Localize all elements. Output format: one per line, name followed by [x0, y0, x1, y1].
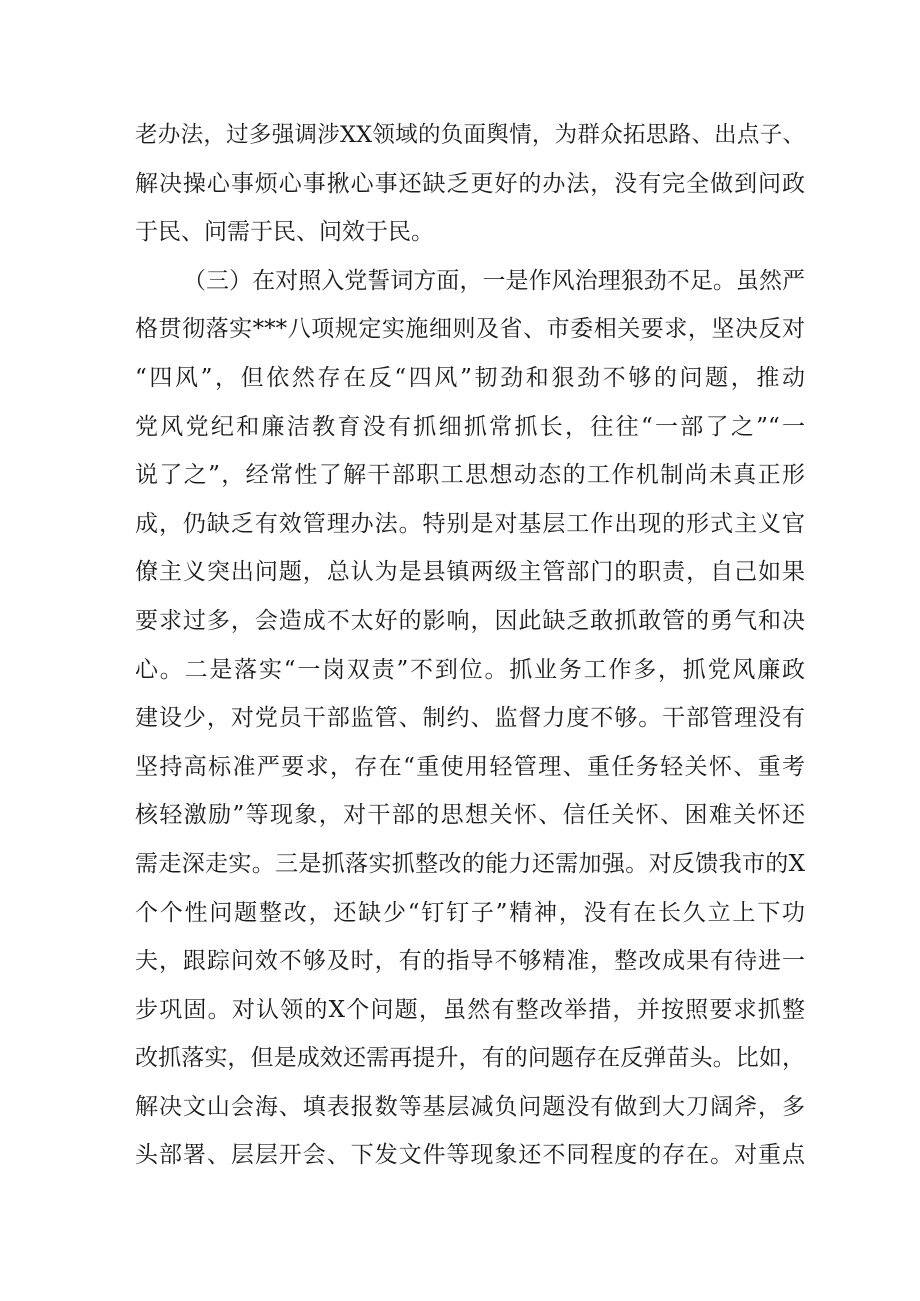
text-line: 核轻激励”等现象，对干部的思想关怀、信任关怀、困难关怀还 — [135, 802, 805, 829]
text-line: 党风党纪和廉洁教育没有抓细抓常抓长，往往“一部了之”“一 — [135, 413, 805, 440]
text-line: 格贯彻落实***八项规定实施细则及省、市委相关要求，坚决反对 — [135, 316, 805, 343]
text-line: 建设少，对党员干部监管、制约、监督力度不够。干部管理没有 — [135, 705, 805, 732]
text-line: 步巩固。对认领的X个问题，虽然有整改举措，并按照要求抓整 — [135, 996, 805, 1023]
text-line: 改抓落实，但是成效还需再提升，有的问题存在反弹苗头。比如， — [135, 1045, 805, 1072]
text-line: 僚主义突出问题，总认为是县镇两级主管部门的职责，自己如果 — [135, 559, 805, 586]
text-line: 解决操心事烦心事揪心事还缺乏更好的办法，没有完全做到问政 — [135, 170, 805, 197]
text-line: 夫，跟踪问效不够及时，有的指导不够精准，整改成果有待进一 — [135, 948, 805, 975]
paragraph-start-line: （三）在对照入党誓词方面，一是作风治理狠劲不足。虽然严 — [183, 267, 805, 294]
text-line: 坚持高标准严要求，存在“重使用轻管理、重任务轻关怀、重考 — [135, 753, 805, 780]
text-line: 于民、问需于民、问效于民。 — [135, 219, 434, 246]
text-line: 心。二是落实“一岗双责”不到位。抓业务工作多，抓党风廉政 — [135, 656, 805, 683]
text-line: “四风”，但依然存在反“四风”韧劲和狠劲不够的问题，推动 — [135, 364, 805, 391]
text-line: 要求过多，会造成不太好的影响，因此缺乏敢抓敢管的勇气和决 — [135, 607, 805, 634]
text-line: 老办法，过多强调涉XX领域的负面舆情，为群众拓思路、出点子、 — [135, 122, 805, 148]
body-text — [135, 111, 805, 1180]
text-line: 个个性问题整改，还缺少“钉钉子”精神，没有在长久立上下功 — [135, 899, 805, 926]
text-line: 头部署、层层开会、下发文件等现象还不同程度的存在。对重点 — [135, 1142, 805, 1169]
text-line: 需走深走实。三是抓落实抓整改的能力还需加强。对反馈我市的X — [135, 850, 805, 877]
text-line: 解决文山会海、填表报数等基层减负问题没有做到大刀阔斧，多 — [135, 1093, 805, 1120]
text-line: 成，仍缺乏有效管理办法。特别是对基层工作出现的形式主义官 — [135, 510, 805, 537]
text-line: 说了之”，经常性了解干部职工思想动态的工作机制尚未真正形 — [135, 462, 805, 489]
